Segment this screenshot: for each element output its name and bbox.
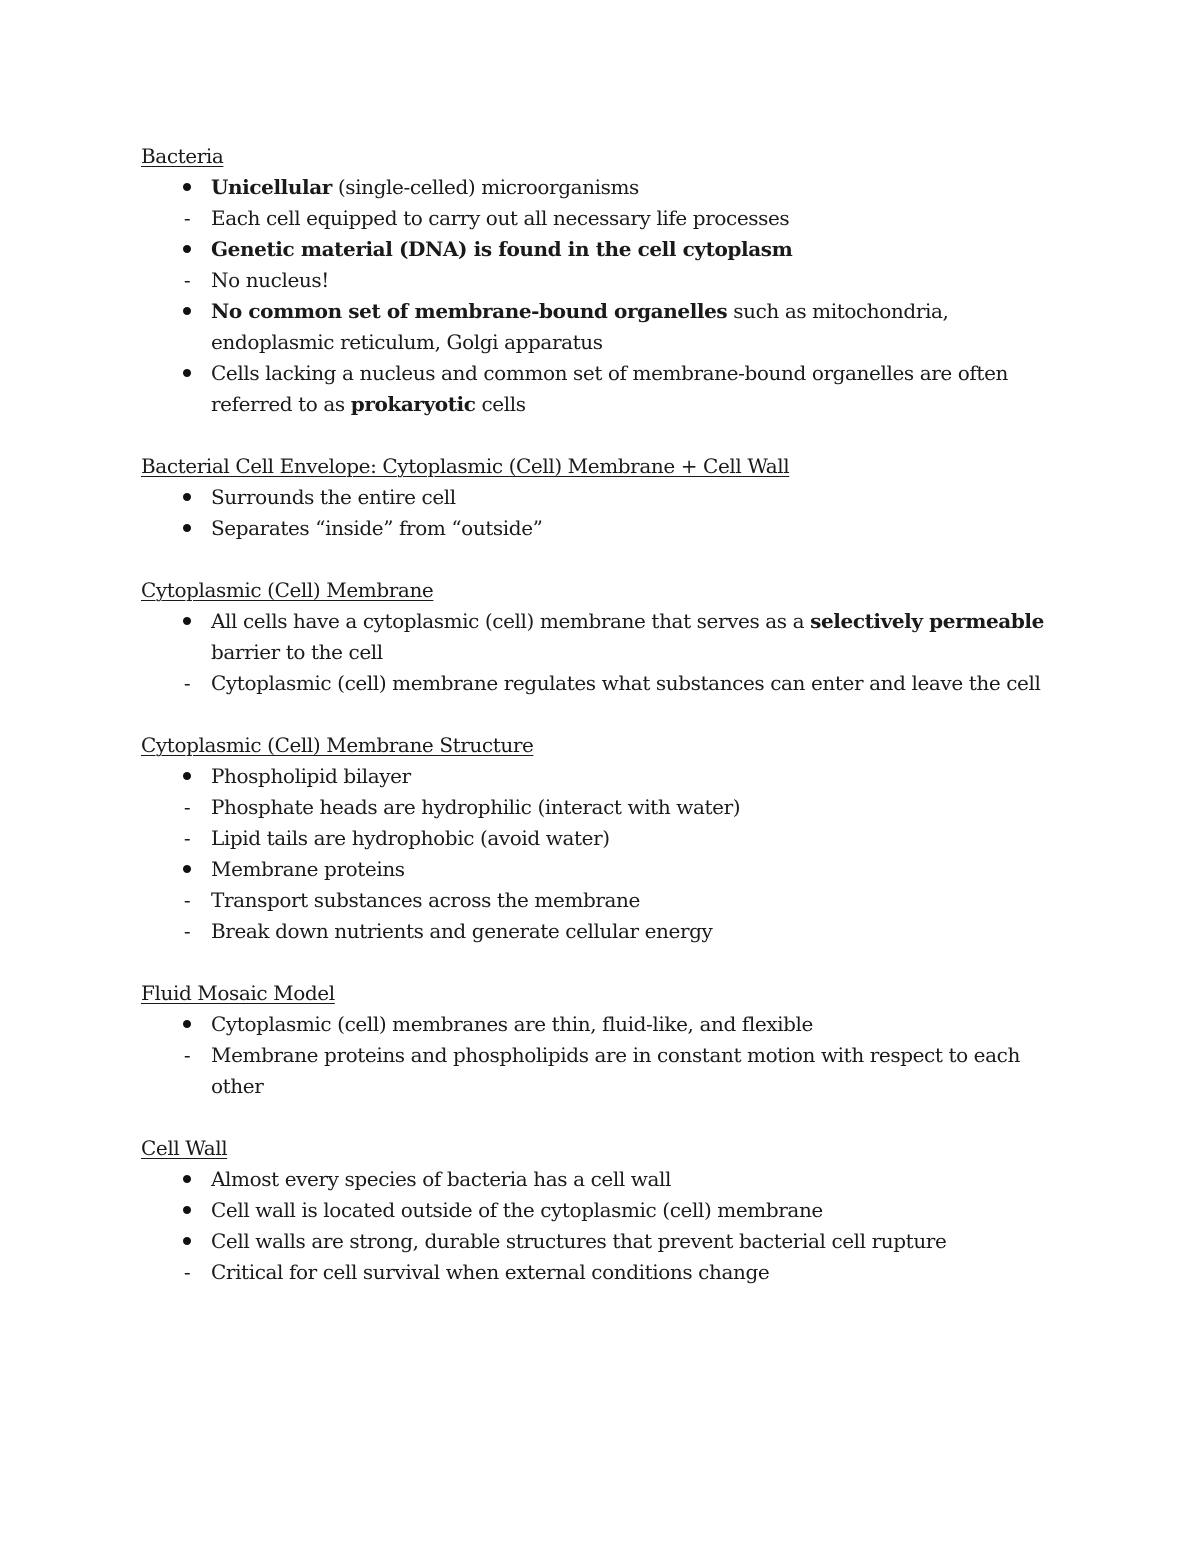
dash-icon: - [183, 795, 191, 819]
section-heading: Bacterial Cell Envelope: Cytoplasmic (Cell) Membrane + Cell Wall [141, 454, 790, 478]
dash-icon: - [183, 1043, 191, 1067]
item-text: Cells lacking a nucleus and common set of membrane-bound organelles are often referred to as [211, 361, 1008, 416]
bullet-item [141, 234, 1071, 265]
bullet-item [141, 172, 1071, 203]
dash-icon: - [183, 919, 191, 943]
bullet-dot [183, 772, 191, 780]
item-text: such as mitochondria, endoplasmic reticulum, Golgi apparatus [211, 299, 949, 354]
item-text: Phospholipid bilayer [211, 764, 411, 788]
bullet-dot [183, 524, 191, 532]
bullet-item [141, 854, 1071, 885]
dash-icon: - [183, 671, 191, 695]
dash-item [141, 1040, 1071, 1102]
section [141, 1133, 1071, 1288]
section [141, 451, 1071, 544]
dash-item [141, 265, 1071, 296]
dash-item [141, 823, 1071, 854]
item-list [141, 1009, 1071, 1102]
item-text: Membrane proteins and phospholipids are in constant motion with respect to each other [211, 1043, 1020, 1098]
item-list [141, 482, 1071, 544]
bullet-dot [183, 1237, 191, 1245]
bold-text: prokaryotic [350, 392, 476, 416]
dash-item [141, 792, 1071, 823]
item-text: Break down nutrients and generate cellular energy [211, 919, 713, 943]
item-text: Cell walls are strong, durable structures that prevent bacterial cell rupture [211, 1229, 947, 1253]
section [141, 575, 1071, 699]
dash-item [141, 916, 1071, 947]
bold-text: selectively permeable [810, 609, 1044, 633]
item-list [141, 761, 1071, 947]
bullet-icon [177, 606, 197, 637]
item-text: Transport substances across the membrane [211, 888, 640, 912]
item-text: No nucleus! [211, 268, 329, 292]
bullet-icon [177, 482, 197, 513]
bullet-dot [183, 369, 191, 377]
item-text: All cells have a cytoplasmic (cell) membrane that serves as a [211, 609, 811, 633]
dash-icon: - [183, 888, 191, 912]
bullet-dot [183, 493, 191, 501]
section [141, 141, 1071, 420]
dash-icon: - [183, 268, 191, 292]
item-text: Almost every species of bacteria has a cell wall [211, 1167, 672, 1191]
bullet-item [141, 296, 1071, 358]
section [141, 730, 1071, 947]
bullet-icon [177, 296, 197, 327]
bullet-dot [183, 1206, 191, 1214]
bold-text: Unicellular [211, 175, 332, 199]
item-text: Phosphate heads are hydrophilic (interact with water) [211, 795, 741, 819]
item-text: Each cell equipped to carry out all necessary life processes [211, 206, 790, 230]
bullet-icon [177, 234, 197, 265]
dash-icon: - [183, 826, 191, 850]
item-text: Cytoplasmic (cell) membrane regulates what substances can enter and leave the cell [211, 671, 1041, 695]
bullet-item [141, 606, 1071, 668]
bullet-item [141, 358, 1071, 420]
item-text: (single-celled) microorganisms [331, 175, 639, 199]
item-text: Lipid tails are hydrophobic (avoid water) [211, 826, 610, 850]
bullet-dot [183, 865, 191, 873]
section-heading: Fluid Mosaic Model [141, 981, 335, 1005]
section-heading: Cytoplasmic (Cell) Membrane [141, 578, 434, 602]
item-text: cells [475, 392, 526, 416]
bullet-dot [183, 617, 191, 625]
item-text: Surrounds the entire cell [211, 485, 456, 509]
bullet-dot [183, 245, 191, 253]
dash-item [141, 203, 1071, 234]
bullet-dot [183, 307, 191, 315]
bullet-item [141, 1226, 1071, 1257]
bullet-icon [177, 761, 197, 792]
bullet-item [141, 1009, 1071, 1040]
item-text: Critical for cell survival when external conditions change [211, 1260, 770, 1284]
section-heading: Bacteria [141, 144, 224, 168]
bullet-icon [177, 854, 197, 885]
bullet-item [141, 482, 1071, 513]
item-text: barrier to the cell [211, 640, 383, 664]
item-text: Membrane proteins [211, 857, 405, 881]
bullet-item [141, 1164, 1071, 1195]
dash-icon: - [183, 1260, 191, 1284]
bullet-item [141, 513, 1071, 544]
bold-text: Genetic material (DNA) is found in the cell cytoplasm [211, 237, 793, 261]
dash-item [141, 668, 1071, 699]
item-list [141, 606, 1071, 699]
bullet-icon [177, 358, 197, 389]
dash-item [141, 1257, 1071, 1288]
item-text: Separates “inside” from “outside” [211, 516, 543, 540]
bullet-icon [177, 1195, 197, 1226]
bullet-icon [177, 1009, 197, 1040]
bullet-icon [177, 1164, 197, 1195]
bullet-item [141, 761, 1071, 792]
bullet-icon [177, 172, 197, 203]
item-list [141, 1164, 1071, 1288]
bullet-item [141, 1195, 1071, 1226]
bullet-dot [183, 1020, 191, 1028]
item-text: Cell wall is located outside of the cytoplasmic (cell) membrane [211, 1198, 823, 1222]
bullet-dot [183, 183, 191, 191]
section-heading: Cell Wall [141, 1136, 228, 1160]
document-body [141, 141, 1071, 1319]
section-heading: Cytoplasmic (Cell) Membrane Structure [141, 733, 534, 757]
bold-text: No common set of membrane-bound organelles [211, 299, 728, 323]
item-text: Cytoplasmic (cell) membranes are thin, fluid-like, and flexible [211, 1012, 813, 1036]
item-list [141, 172, 1071, 420]
bullet-icon [177, 513, 197, 544]
bullet-dot [183, 1175, 191, 1183]
dash-icon: - [183, 206, 191, 230]
bullet-icon [177, 1226, 197, 1257]
section [141, 978, 1071, 1102]
dash-item [141, 885, 1071, 916]
